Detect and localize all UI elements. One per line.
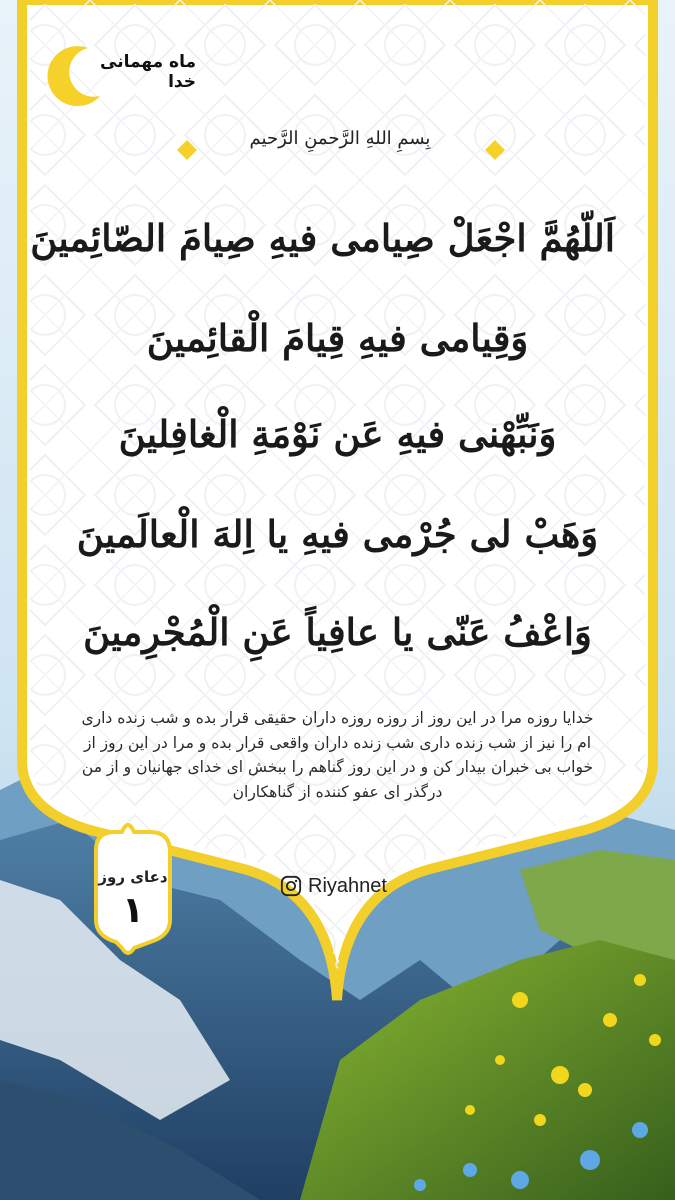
logo-text: ماه مهمانی خدا	[100, 52, 196, 92]
prayer-line: وَهَبْ لی جُرْمی فیهِ یا اِلهَ الْعالَمینَ	[76, 512, 599, 556]
prayer-line: وَنَبِّهْنی فیهِ عَن نَوْمَةِ الْغافِلینَ	[118, 412, 557, 456]
bismillah-header: بِسمِ اللهِ الرَّحمنِ الرَّحیم	[249, 128, 431, 149]
prayer-translation: خدایا روزه مرا در این روز از روزه روزه داران حقیقی قرار بده و شب زنده داری ام را نیز از شب زنده داری شب زنده داران واقعی قرار بده و مرا در این روز از خواب بی خبران بیدار کن و در این روز گناهم را ببخش ای خدای جهانیان و از من درگذر ای عفو کننده از گناهکاران	[81, 709, 594, 801]
day-badge-number: ۱	[122, 890, 144, 931]
instagram-handle[interactable]	[280, 872, 387, 900]
prayer-line: اَللّهُمَّ اجْعَلْ صِیامی فیهِ صِیامَ الصّائِمینَ	[30, 216, 615, 260]
brand-logo	[38, 40, 196, 120]
prayer-line: وَقِیامی فیهِ قِیامَ الْقائِمینَ	[146, 316, 529, 360]
day-badge-label: دعای روز	[98, 868, 168, 886]
prayer-line: وَاعْفُ عَنّی یا عافِیاً عَنِ الْمُجْرِمینَ	[83, 610, 592, 654]
instagram-icon	[280, 875, 302, 897]
instagram-handle-text: Riyahnet	[308, 874, 387, 897]
